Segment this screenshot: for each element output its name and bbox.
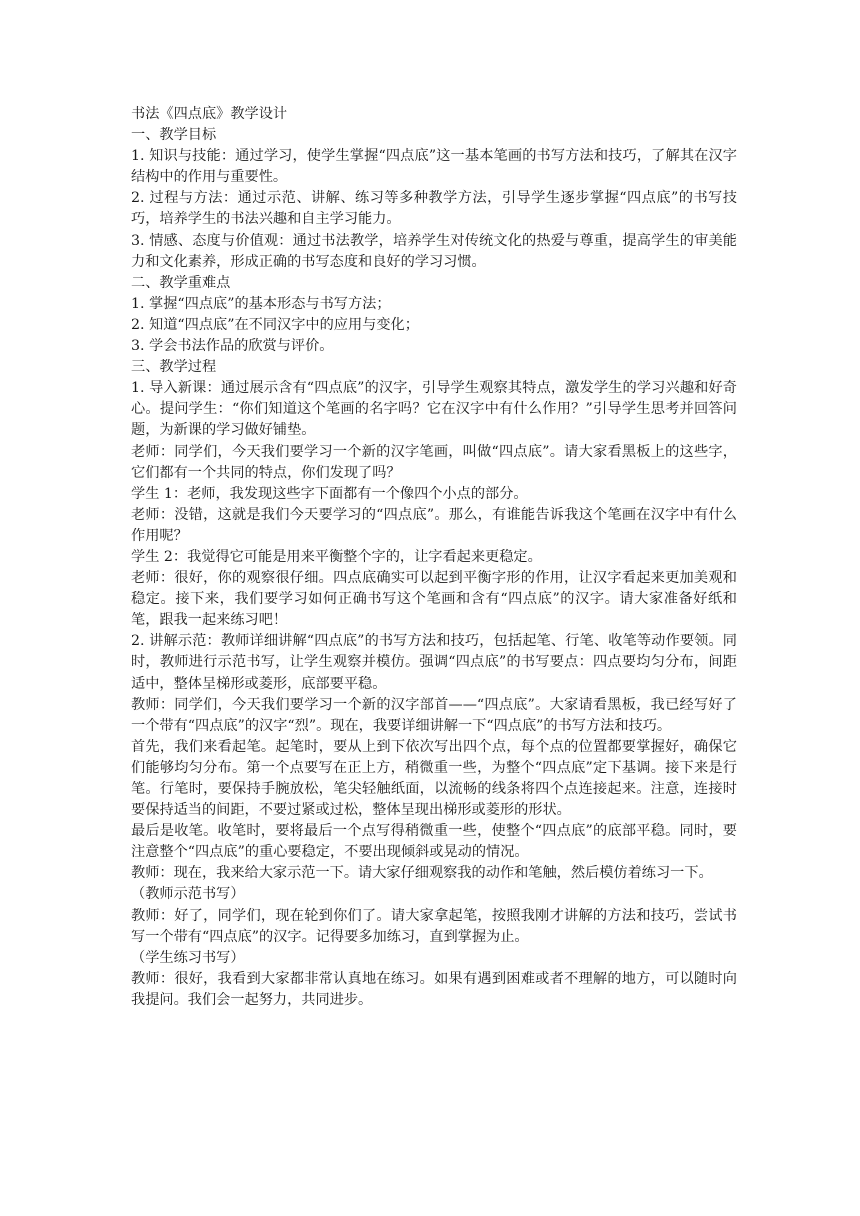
section-heading-objectives: 一、教学目标 (131, 127, 217, 144)
dialogue-teacher-4: 教师：同学们，今天我们要学习一个新的汉字部首——“四点底”。大家请看黑板，我已经写好了一个带有“四点底”的汉字“烈”。现在，我要详细讲解一下“四点底”的书写方法和技巧。 (131, 696, 737, 734)
dialogue-teacher-3: 老师：很好，你的观察很仔细。四点底确实可以起到平衡字形的作用，让汉字看起来更加美观和稳定。接下来，我们要学习如何正确书写这个笔画和含有“四点底”的汉字。请大家准备好纸和笔，跟我一起来练习吧！ (131, 570, 737, 629)
dialogue-teacher-5: 教师：现在，我来给大家示范一下。请大家仔细观察我的动作和笔触，然后模仿着练习一下。 (131, 865, 713, 882)
dialogue-teacher-7: 教师：很好，我看到大家都非常认真地在练习。如果有遇到困难或者不理解的地方，可以随时向我提问。我们会一起努力，共同进步。 (131, 970, 737, 1008)
section-heading-key-points: 二、教学重难点 (131, 274, 231, 291)
explanation-start-stroke: 首先，我们来看起笔。起笔时，要从上到下依次写出四个点，每个点的位置都要掌握好，确保它们能够均匀分布。第一个点要写在正上方，稍微重一些，为整个“四点底”定下基调。接下来是行笔。行笔时，要保持手腕放松，笔尖轻触纸面，以流畅的线条将四个点连接起来。注意，连接时要保持适当的间距，不要过紧或过松，整体呈现出梯形或菱形的形状。 (131, 738, 737, 819)
dialogue-teacher-6: 教师：好了，同学们，现在轮到你们了。请大家拿起笔，按照我刚才讲解的方法和技巧，尝试书写一个带有“四点底”的汉字。记得要多加练习，直到掌握为止。 (131, 907, 737, 945)
dialogue-student-1: 学生 1：老师，我发现这些字下面都有一个像四个小点的部分。 (131, 485, 528, 502)
key-point-3: 3. 学会书法作品的欣赏与评价。 (131, 338, 334, 355)
dialogue-student-2: 学生 2：我觉得它可能是用来平衡整个字的，让字看起来更稳定。 (131, 548, 542, 565)
process-intro: 1. 导入新课：通过展示含有“四点底”的汉字，引导学生观察其特点，激发学生的学习兴趣和好奇心。提问学生：“你们知道这个笔画的名字吗？它在汉字中有什么作用？”引导学生思考并回答问题，为新课的学习做好铺垫。 (131, 380, 737, 439)
document-title: 书法《四点底》教学设计 (131, 106, 288, 122)
key-point-2: 2. 知道“四点底”在不同汉字中的应用与变化； (131, 316, 419, 333)
objective-emotion-values: 3. 情感、态度与价值观：通过书法教学，培养学生对传统文化的热爱与尊重，提高学生的审美能力和文化素养，形成正确的书写态度和良好的学习习惯。 (131, 232, 737, 270)
process-demonstration: 2. 讲解示范：教师详细讲解“四点底”的书写方法和技巧，包括起笔、行笔、收笔等动作要领。同时，教师进行示范书写，让学生观察并模仿。强调“四点底”的书写要点：四点要均匀分布，间距适中，整体呈梯形或菱形，底部要平稳。 (131, 633, 737, 692)
section-heading-process: 三、教学过程 (131, 359, 217, 376)
document-body (131, 104, 737, 1011)
dialogue-teacher-1: 老师：同学们，今天我们要学习一个新的汉字笔画，叫做“四点底”。请大家看黑板上的这些字，它们都有一个共同的特点，你们发现了吗？ (131, 443, 737, 481)
stage-note-student-practice: （学生练习书写） (131, 949, 245, 966)
key-point-1: 1. 掌握“四点底”的基本形态与书写方法； (131, 295, 391, 312)
stage-note-teacher-demo: （教师示范书写） (131, 886, 245, 903)
explanation-end-stroke: 最后是收笔。收笔时，要将最后一个点写得稍微重一些，使整个“四点底”的底部平稳。同时，要注意整个“四点底”的重心要稳定，不要出现倾斜或晃动的情况。 (131, 823, 737, 861)
dialogue-teacher-2: 老师：没错，这就是我们今天要学习的“四点底”。那么，有谁能告诉我这个笔画在汉字中有什么作用呢？ (131, 506, 737, 544)
objective-process-methods: 2. 过程与方法：通过示范、讲解、练习等多种教学方法，引导学生逐步掌握“四点底”的书写技巧，培养学生的书法兴趣和自主学习能力。 (131, 190, 737, 228)
objective-knowledge-skills: 1. 知识与技能：通过学习，使学生掌握“四点底”这一基本笔画的书写方法和技巧，了解其在汉字结构中的作用与重要性。 (131, 148, 737, 186)
